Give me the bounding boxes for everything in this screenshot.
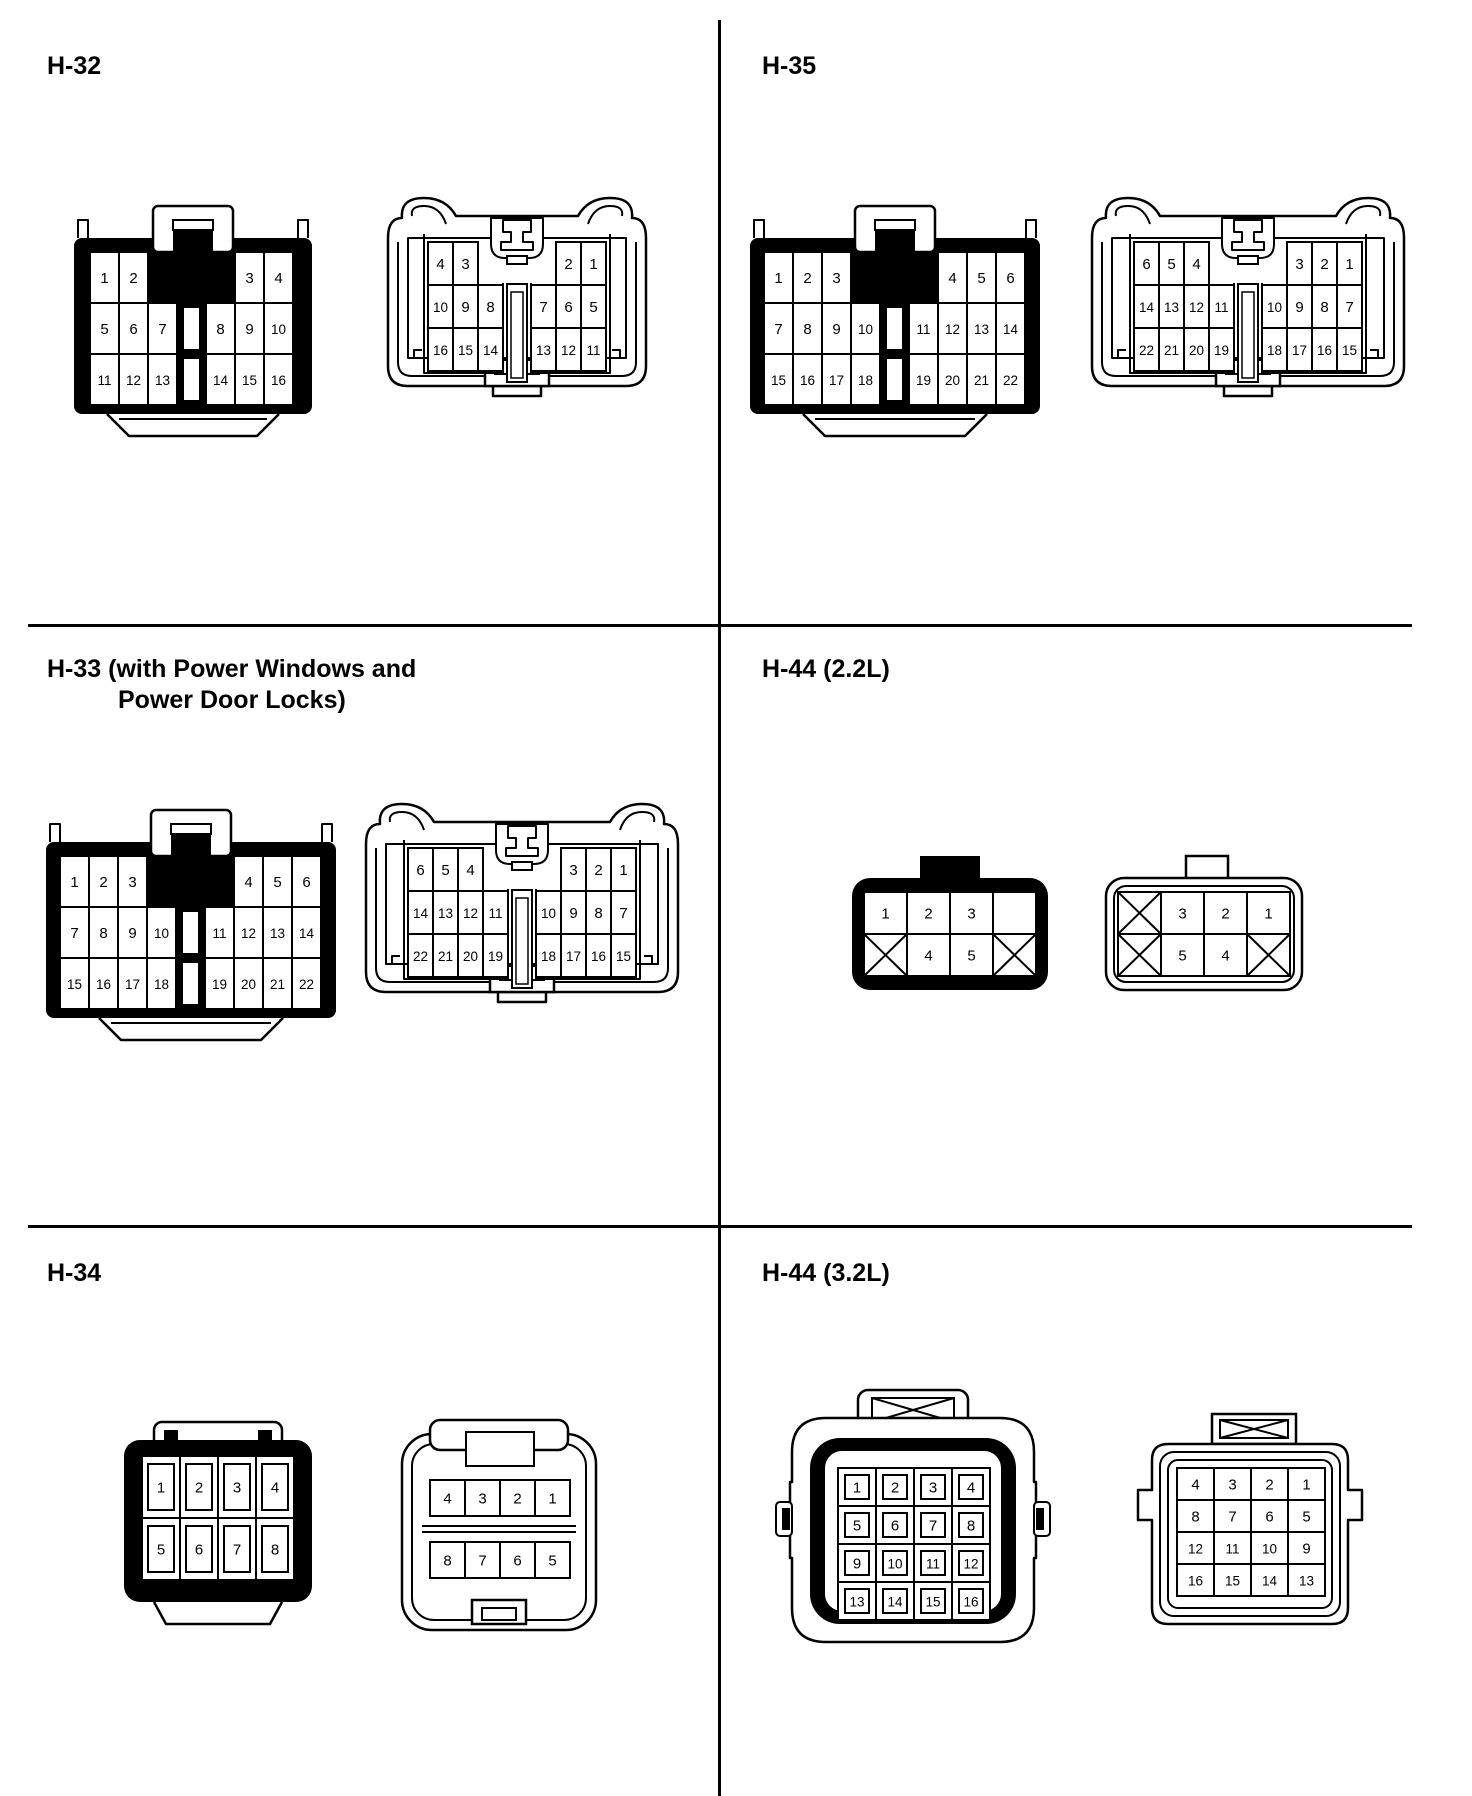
connector-title: H-44 (3.2L)	[762, 1259, 890, 1287]
pin-number: 2	[594, 862, 603, 879]
pin-number: 17	[1291, 343, 1308, 358]
pin-number: 16	[963, 1594, 979, 1610]
pin-number: 4	[924, 947, 933, 965]
h32-male-connector	[388, 198, 646, 396]
center-slot	[886, 358, 903, 401]
pin-number: 1	[619, 862, 628, 879]
pin-number: 13	[154, 373, 171, 388]
pin-number: 7	[232, 1541, 242, 1559]
pin-number: 4	[244, 874, 253, 891]
pin-number: 14	[1138, 300, 1155, 315]
pin-number: 1	[1264, 905, 1273, 923]
pin-number: 1	[881, 905, 890, 923]
pin-number: 21	[437, 949, 454, 964]
pin-number: 13	[1298, 1573, 1315, 1589]
pin-number: 10	[432, 300, 449, 315]
pin-number: 7	[1228, 1508, 1237, 1526]
pin-number: 5	[977, 270, 986, 287]
pin-number: 7	[539, 299, 548, 316]
pin-number: 18	[857, 373, 874, 388]
pin-number: 3	[928, 1479, 938, 1497]
pin-number: 11	[212, 926, 227, 941]
pin-number: 7	[1345, 299, 1354, 316]
pin-number: 6	[1006, 270, 1015, 287]
pin-number: 18	[1266, 343, 1283, 358]
pin-number: 20	[1188, 343, 1205, 358]
pin-number: 3	[1295, 256, 1304, 273]
connector-title: H-34	[47, 1259, 102, 1287]
pin-number: 4	[1191, 1476, 1200, 1494]
pin-number: 6	[564, 299, 573, 316]
connector-title: H-35	[762, 52, 817, 80]
pin-number: 9	[569, 905, 578, 922]
center-slot	[183, 358, 200, 401]
pin-number: 15	[66, 977, 83, 992]
pin-number: 1	[1345, 256, 1354, 273]
pin-number: 16	[432, 343, 449, 358]
pin-number: 3	[832, 270, 841, 287]
pin-number: 13	[973, 322, 990, 337]
pin-number: 3	[569, 862, 578, 879]
pin-number: 16	[95, 977, 112, 992]
pin-number: 11	[1214, 300, 1229, 315]
pin-number: 1	[774, 270, 783, 287]
pin-number: 13	[535, 343, 552, 358]
pin-number: 5	[1167, 256, 1176, 273]
pin-number: 2	[890, 1479, 900, 1497]
h34-female-connector	[124, 1422, 312, 1624]
pin-number: 14	[887, 1594, 903, 1610]
pin-number: 5	[100, 321, 109, 338]
pin-number: 8	[486, 299, 495, 316]
center-slot	[182, 962, 199, 1005]
pin-number: 8	[966, 1517, 976, 1535]
pin-number: 11	[97, 373, 112, 388]
pin-number: 7	[158, 321, 167, 338]
pin-number: 3	[1178, 905, 1187, 923]
pin-number: 2	[129, 270, 138, 287]
pin-number: 6	[302, 874, 311, 891]
pin-number: 7	[70, 925, 79, 942]
pin-number: 2	[1320, 256, 1329, 273]
pin-number: 15	[457, 343, 474, 358]
pin-number: 10	[153, 926, 170, 941]
pin-number: 11	[488, 906, 503, 921]
pin-number: 2	[803, 270, 812, 287]
pin-number: 13	[849, 1594, 865, 1610]
pin-number: 3	[1228, 1476, 1237, 1494]
pin-number: 9	[832, 321, 841, 338]
pin-number: 11	[1225, 1541, 1240, 1557]
pin-number: 2	[194, 1479, 204, 1497]
pin-number: 11	[586, 343, 601, 358]
pin-number: 6	[129, 321, 138, 338]
pin-number: 15	[770, 373, 787, 388]
connector-title: H-44 (2.2L)	[762, 655, 890, 683]
pin-number: 21	[973, 373, 990, 388]
pin-number: 7	[478, 1552, 487, 1570]
pin-number: 14	[298, 926, 315, 941]
pin-number: 9	[1302, 1540, 1311, 1558]
pin-number: 5	[852, 1517, 862, 1535]
pin-number: 14	[482, 343, 499, 358]
pin-number: 5	[156, 1541, 166, 1559]
pin-cavity	[993, 892, 1036, 934]
latch	[171, 834, 211, 896]
pin-number: 10	[1261, 1541, 1278, 1557]
pin-number: 12	[944, 322, 961, 337]
pin-number: 7	[774, 321, 783, 338]
pin-number: 5	[441, 862, 450, 879]
pin-number: 4	[274, 270, 283, 287]
pin-number: 10	[857, 322, 874, 337]
pin-number: 5	[967, 947, 976, 965]
pin-number: 6	[194, 1541, 204, 1559]
pin-number: 13	[437, 906, 454, 921]
pin-number: 12	[560, 343, 577, 358]
pin-number: 18	[540, 949, 557, 964]
pin-number: 4	[1192, 256, 1201, 273]
pin-number: 14	[212, 373, 229, 388]
pin-number: 8	[1191, 1508, 1200, 1526]
pin-number: 6	[416, 862, 425, 879]
pin-number: 1	[100, 270, 109, 287]
pin-number: 2	[924, 905, 933, 923]
pin-number: 19	[211, 977, 228, 992]
pin-number: 8	[270, 1541, 280, 1559]
pin-number: 8	[443, 1552, 452, 1570]
pin-number: 12	[963, 1556, 979, 1572]
pin-number: 8	[216, 321, 225, 338]
pin-number: 9	[852, 1555, 862, 1573]
h44b-male-connector	[1138, 1414, 1362, 1624]
pin-number: 4	[466, 862, 475, 879]
pin-number: 7	[619, 905, 628, 922]
pin-number: 6	[1265, 1508, 1274, 1526]
pin-number: 4	[1221, 947, 1230, 965]
h33-male-connector	[366, 804, 678, 1002]
pin-number: 8	[594, 905, 603, 922]
pin-number: 13	[1163, 300, 1180, 315]
pin-number: 20	[462, 949, 479, 964]
pin-number: 16	[799, 373, 816, 388]
pin-number: 1	[156, 1479, 166, 1497]
pin-number: 10	[270, 322, 287, 337]
pin-number: 1	[70, 874, 79, 891]
pin-number: 22	[298, 977, 315, 992]
pin-number: 15	[1224, 1573, 1241, 1589]
pin-number: 16	[270, 373, 287, 388]
pin-number: 5	[589, 299, 598, 316]
pin-number: 20	[944, 373, 961, 388]
pin-number: 4	[966, 1479, 976, 1497]
pin-number: 9	[245, 321, 254, 338]
pin-number: 9	[1295, 299, 1304, 316]
pin-number: 15	[241, 373, 258, 388]
pin-number: 5	[1178, 947, 1187, 965]
pin-number: 3	[245, 270, 254, 287]
latch	[173, 230, 213, 292]
pin-number: 11	[925, 1556, 941, 1572]
pin-number: 22	[412, 949, 429, 964]
h35-female-connector	[750, 206, 1040, 436]
center-slot	[182, 911, 199, 954]
pin-number: 10	[887, 1556, 903, 1572]
pin-number: 5	[1302, 1508, 1311, 1526]
latch	[875, 230, 915, 292]
h32-female-connector	[74, 206, 312, 436]
pin-number: 12	[240, 926, 257, 941]
h44b-female-connector	[776, 1390, 1050, 1642]
pin-number: 1	[852, 1479, 862, 1497]
pin-number: 15	[925, 1594, 941, 1610]
pin-number: 10	[540, 906, 557, 921]
h34-male-connector	[402, 1420, 596, 1630]
pin-number: 2	[99, 874, 108, 891]
pin-number: 19	[915, 373, 932, 388]
pin-number: 12	[1187, 1541, 1204, 1557]
pin-number: 20	[240, 977, 257, 992]
pin-number: 4	[948, 270, 957, 287]
pin-number: 3	[967, 905, 976, 923]
h44a-female-connector	[852, 856, 1048, 990]
pin-number: 14	[1261, 1573, 1278, 1589]
pin-number: 19	[487, 949, 504, 964]
connector-title: H-32	[47, 52, 102, 80]
pin-number: 22	[1002, 373, 1019, 388]
h35-male-connector	[1092, 198, 1404, 396]
pin-number: 16	[1316, 343, 1333, 358]
pin-number: 4	[443, 1490, 452, 1508]
pin-number: 17	[828, 373, 845, 388]
pin-number: 15	[1341, 343, 1358, 358]
pin-number: 5	[548, 1552, 557, 1570]
pin-number: 3	[128, 874, 137, 891]
title-line-2: Power Door Locks)	[118, 686, 346, 714]
pin-number: 7	[928, 1517, 938, 1535]
pin-number: 8	[1320, 299, 1329, 316]
pin-number: 19	[1213, 343, 1230, 358]
pin-number: 11	[916, 322, 931, 337]
pin-number: 9	[461, 299, 470, 316]
pin-number: 1	[1302, 1476, 1311, 1494]
pin-number: 17	[565, 949, 582, 964]
pin-number: 21	[1163, 343, 1180, 358]
pin-number: 3	[232, 1479, 242, 1497]
pin-number: 17	[124, 977, 141, 992]
pin-number: 8	[99, 925, 108, 942]
pin-number: 5	[273, 874, 282, 891]
pin-number: 12	[462, 906, 479, 921]
pin-number: 2	[1221, 905, 1230, 923]
pin-number: 12	[125, 373, 142, 388]
pin-number: 16	[1187, 1573, 1204, 1589]
pin-number: 1	[548, 1490, 557, 1508]
pin-number: 14	[1002, 322, 1019, 337]
pin-number: 6	[513, 1552, 522, 1570]
pin-number: 4	[436, 256, 445, 273]
pin-number: 18	[153, 977, 170, 992]
pin-number: 4	[270, 1479, 280, 1497]
pin-number: 15	[615, 949, 632, 964]
pin-number: 6	[890, 1517, 900, 1535]
pin-number: 14	[412, 906, 429, 921]
pin-number: 13	[269, 926, 286, 941]
pin-number: 2	[513, 1490, 522, 1508]
pin-number: 1	[589, 256, 598, 273]
center-slot	[183, 307, 200, 350]
pin-number: 10	[1266, 300, 1283, 315]
pin-number: 21	[269, 977, 286, 992]
pin-number: 22	[1138, 343, 1155, 358]
pin-number: 16	[590, 949, 607, 964]
pin-number: 8	[803, 321, 812, 338]
pin-number: 6	[1142, 256, 1151, 273]
pin-number: 12	[1188, 300, 1205, 315]
h44a-male-connector	[1106, 856, 1302, 990]
pin-number: 3	[478, 1490, 487, 1508]
pin-number: 2	[1265, 1476, 1274, 1494]
pin-number: 9	[128, 925, 137, 942]
pin-number: 3	[461, 256, 470, 273]
h33-female-connector	[46, 810, 336, 1040]
center-slot	[886, 307, 903, 350]
title-line-1: H-33 (with Power Windows and	[47, 655, 417, 683]
pin-number: 2	[564, 256, 573, 273]
